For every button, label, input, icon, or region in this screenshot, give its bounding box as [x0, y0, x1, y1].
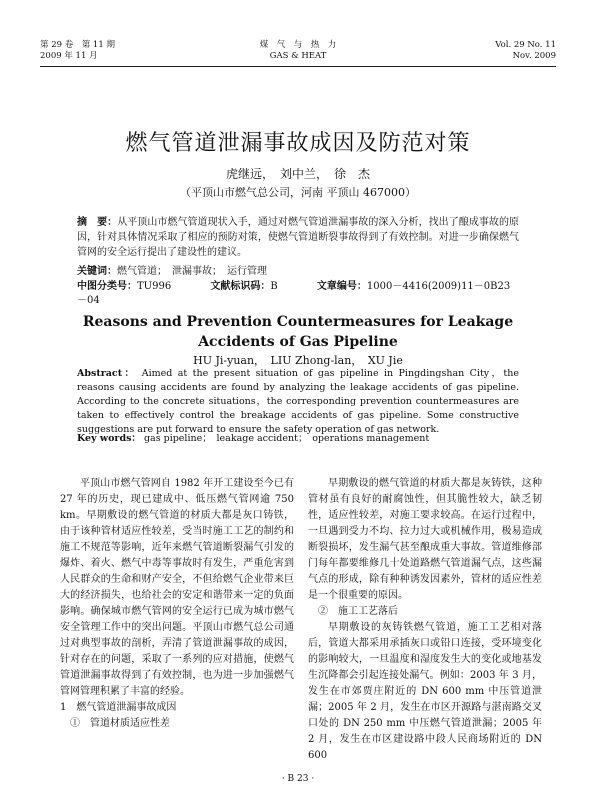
clc-value: TU996 — [137, 281, 172, 292]
subsection-heading-2: ② 施工工艺落后 — [318, 606, 398, 617]
article-title-cn: 燃气管道泄漏事故成因及防范对策 — [125, 131, 471, 156]
keywords-cn — [77, 265, 519, 279]
keywords-en-label: Key words： — [77, 433, 141, 444]
header-divider — [40, 66, 556, 67]
keywords-cn-text: 燃气管道； 泄漏事故； 运行管理 — [117, 266, 267, 277]
doc-value: B — [270, 281, 278, 292]
intro-paragraph: 平顶山市燃气管网自 1982 年开工建设至今已有 27 年的历史，现已建成中、低压燃气管网逾 750 km。早期敷设的燃气管道的材质大都是灰口铸铁，由于该种管材适应性较差，受当时施工工艺的制约和施工不规范等影响，近年来燃气管道断裂漏气引发的爆炸、着火、燃气中毒等事故时有发生，严重危害到人民群众的生命和财产安全，不但给燃气企业带来巨大的经济损失，也给社会的安定和谐带来一定的负面影响。确保城市燃气管网的安全运行已成为城市燃气安全管理工作中的突出问题。平顶山市燃气总公司通过对典型事故的剖析，弄清了管道泄漏事故的成因，针对存在的问题，采取了一系列的应对措施，使燃气管道泄漏事故得到了有效控制，也为进一步加强燃气管网管理积累了丰富的经验。 — [60, 478, 294, 697]
abstract-cn — [77, 215, 519, 260]
construction-paragraph: 早期敷设的灰铸铁燃气管道，施工工艺相对落后，管道大都采用承插灰口或铅口连接，受环境变化的影响较大，一旦温度和湿度发生大的变化或地基发生沉降都会引起连接处漏气。例如：2003 年 3 月，发生在市郊贾庄附近的 DN 600 mm 中压管道泄漏；2005 年 2 月，发生在市区开源路与湛南路交叉口处的 DN 250 mm 中压燃气管道泄漏；2005 年 2 月，发生在市区建设路中段人民商场附近的 DN 600 — [308, 622, 542, 761]
document-code — [210, 281, 295, 292]
volume-issue-en: Vol. 29 No. 11 — [495, 40, 556, 50]
issue-date-en: Nov. 2009 — [512, 51, 556, 61]
clc-label: 中图分类号： — [77, 281, 137, 292]
journal-name-cn: 煤 气 与 热 力 — [259, 40, 337, 50]
doc-label: 文献标识码： — [210, 281, 271, 292]
authors-cn: 虎继远， 刘中兰， 徐 杰 — [225, 167, 370, 181]
subsection-heading-1: ① 管道材质适应性差 — [70, 718, 170, 729]
issue-date-cn: 2009 年 11 月 — [40, 51, 98, 61]
keywords-cn-label: 关键词： — [77, 266, 117, 277]
abstract-cn-label: 摘 要： — [77, 217, 118, 228]
classification-line — [77, 280, 519, 308]
title-en-line1: Reasons and Prevention Countermeasures for Leakage — [82, 314, 514, 330]
section-heading-1: 1 燃气管道泄漏事故成因 — [60, 702, 177, 713]
authors-en: HU Ji-yuan， LIU Zhong-lan， XU Jie — [193, 354, 403, 367]
art-value: 1000－4416(2009)11－0B23－04 — [77, 281, 511, 306]
art-label: 文章编号： — [316, 281, 367, 292]
journal-name-en: GAS & HEAT — [269, 51, 327, 61]
material-paragraph: 早期敷设的燃气管道的材质大都是灰铸铁，这种管材虽有良好的耐腐蚀性，但其脆性较大，缺乏韧性，适应性较差，对施工要求较高。在运行过程中，一旦遇到受力不均、拉力过大或机械作用，极易造成断裂损坏，发生漏气甚至酿成重大事故。管道维修部门每年都要维修几十处道路燃气管道漏气点，这些漏气点的形成，除有种种诱发因素外，管材的适应性差是一个很重要的原因。 — [308, 478, 542, 601]
abstract-en-text: Aimed at the present situation of gas pipeline in Pingdingshan City，the reasons causing accidents are found by analyzing the leakage accidents of gas pipeline. According to the concrete situations，the corresponding prevention countermeasures are taken to effectively control the breakage accidents of gas pipeline. Some constructive suggestions are put forward to ensure the safety operation of gas network. — [77, 368, 519, 435]
body-left-column — [60, 476, 294, 732]
keywords-en-text: gas pipeline； leakage accident； operations management — [143, 433, 430, 444]
abstract-en-label: Abstract： — [77, 368, 137, 379]
abstract-en — [77, 367, 519, 437]
clc-number — [77, 281, 189, 292]
volume-issue-cn: 第 29 卷 第 11 期 — [40, 40, 115, 50]
keywords-en — [77, 432, 519, 446]
affiliation-cn: （平顶山市燃气总公司，河南 平顶山 467000） — [180, 186, 416, 199]
journal-volume-issue-en — [416, 40, 556, 62]
title-en-line2: Accidents of Gas Pipeline — [198, 334, 398, 350]
article-title-en — [0, 312, 596, 352]
page-number: · B 23 · — [281, 774, 315, 784]
abstract-cn-text: 从平顶山市燃气管道现状入手，通过对燃气管道泄漏事故的深入分析，找出了酿成事故的原因，针对具体情况采取了相应的预防对策，使燃气管道断裂事故得到了有效控制。对进一步确保燃气管网的安全运行提出了建设性的建议。 — [77, 217, 520, 258]
body-right-column — [308, 476, 542, 764]
